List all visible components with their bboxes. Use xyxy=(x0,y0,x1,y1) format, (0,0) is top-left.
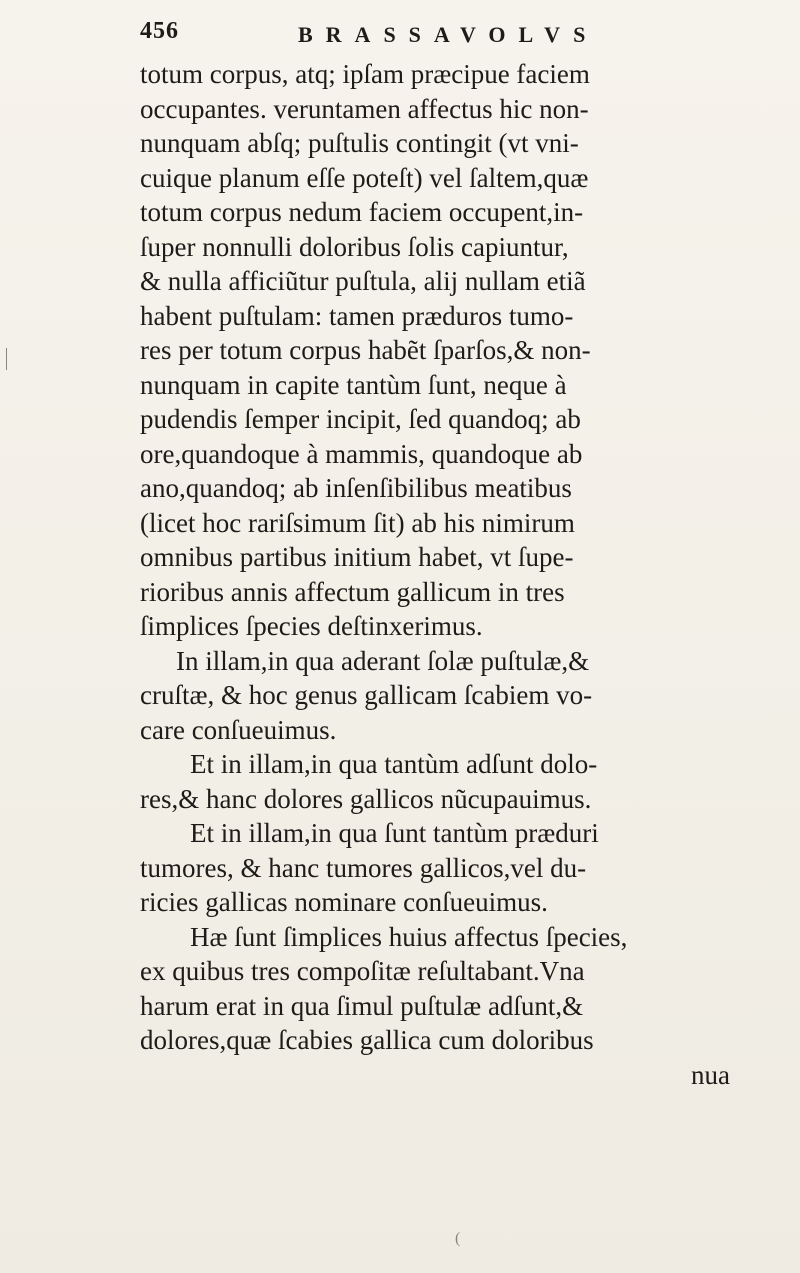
text-line: occupantes. veruntamen affectus hic non- xyxy=(140,93,589,124)
text-line: pudendis ſemper incipit, ſed quandoq; ab xyxy=(140,404,581,434)
text-line: ore,quandoque à mammis, quandoque ab xyxy=(140,438,583,469)
margin-mark xyxy=(6,348,7,370)
stray-ink-mark: ( xyxy=(455,1230,461,1247)
page-number: 456 xyxy=(140,18,179,44)
text-line: ſimplices ſpecies deſtinxerimus. xyxy=(140,611,483,641)
catchword: nua xyxy=(691,1059,730,1090)
text-line: cuique planum eſſe poteſt) vel ſaltem,quæ xyxy=(140,162,589,193)
text-line: ex quibus tres compoſitæ reſultabant.Vna xyxy=(140,956,585,986)
text-line: rioribus annis affectum gallicum in tres xyxy=(140,576,565,607)
text-line: res per totum corpus habẽt ſparſos,& non- xyxy=(140,335,591,365)
text-line: cruſtæ, & hoc genus gallicam ſcabiem vo- xyxy=(140,680,593,710)
text-line: harum erat in qua ſimul puſtulæ adſunt,& xyxy=(140,990,584,1021)
text-line: ano,quandoq; ab inſenſibilibus meatibus xyxy=(140,473,572,503)
text-line: (licet hoc rariſsimum ſit) ab his nimirum xyxy=(140,507,575,538)
paragraph-start-line: Et in illam,in qua tantùm adſunt dolo- xyxy=(190,749,598,779)
text-line: ricies gallicas nominare conſueuimus. xyxy=(140,887,548,917)
paragraph-start-line: In illam,in qua aderant ſolæ puſtulæ,& xyxy=(176,645,590,676)
text-line: dolores,quæ ſcabies gallica cum doloribus xyxy=(140,1025,594,1055)
text-line: & nulla afficiũtur puſtula, alij nullam etiã xyxy=(140,266,586,296)
text-line: ſuper nonnulli doloribus ſolis capiuntur, xyxy=(140,231,569,262)
paragraph-start-line: Hæ ſunt ſimplices huius affectus ſpecies, xyxy=(190,921,628,952)
running-head: BRASSAVOLVS xyxy=(298,22,599,47)
text-line: omnibus partibus initium habet, vt ſupe- xyxy=(140,542,574,572)
text-line: res,& hanc dolores gallicos nũcupauimus. xyxy=(140,783,592,814)
text-line: totum corpus, atq; ipſam præcipue faciem xyxy=(140,59,590,89)
text-line: nunquam in capite tantùm ſunt, neque à xyxy=(140,369,567,400)
text-line: totum corpus nedum faciem occupent,in- xyxy=(140,197,584,227)
body-text xyxy=(140,57,780,1092)
text-line: nunquam abſq; puſtulis contingit (vt vni- xyxy=(140,128,579,158)
text-line: care conſueuimus. xyxy=(140,714,337,745)
text-line: habent puſtulam: tamen præduros tumo- xyxy=(140,300,574,331)
text-line: tumores, & hanc tumores gallicos,vel du- xyxy=(140,852,587,883)
page-header xyxy=(140,10,680,60)
paragraph-start-line: Et in illam,in qua ſunt tantùm præduri xyxy=(190,818,599,848)
